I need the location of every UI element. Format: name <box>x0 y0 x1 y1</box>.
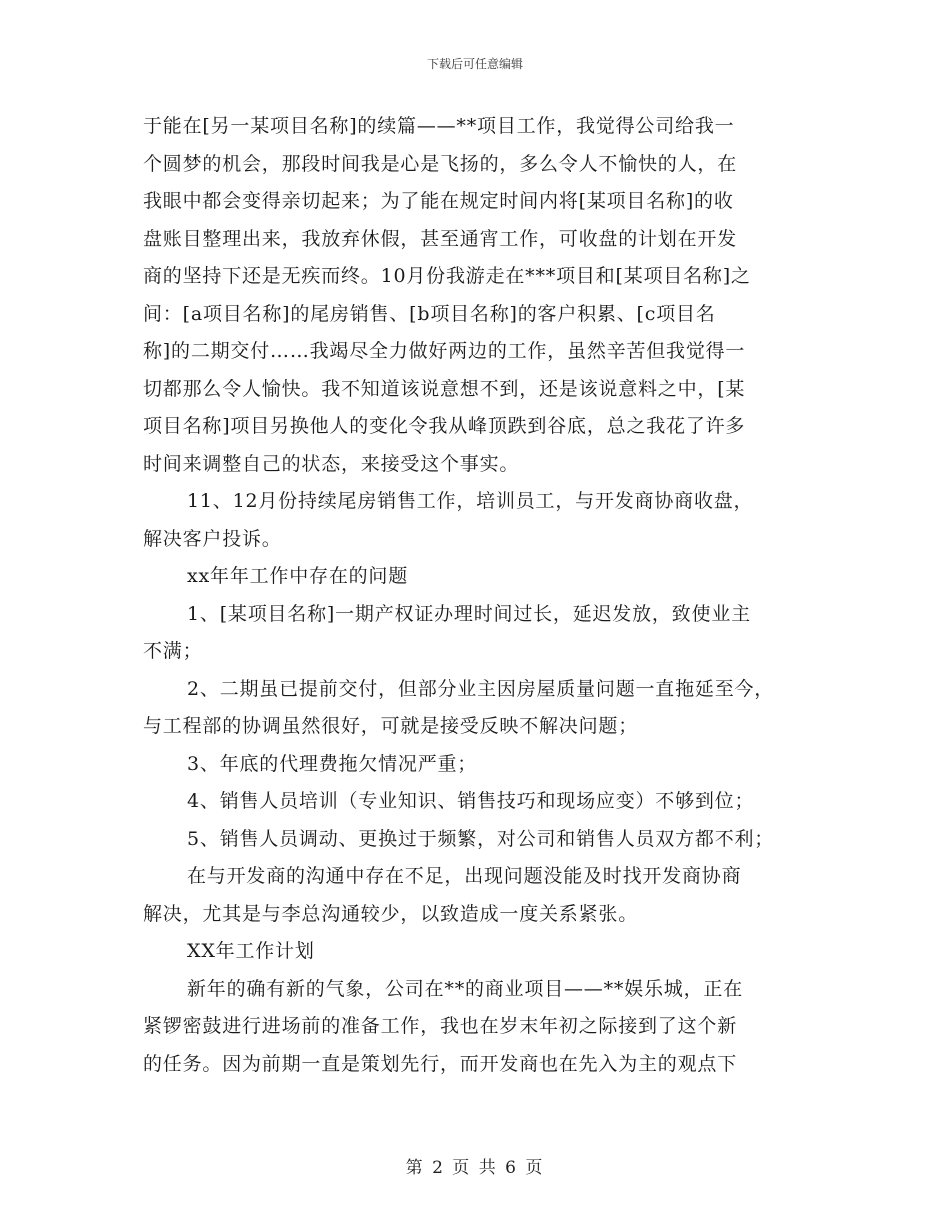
text-line: 新年的确有新的气象，公司在**的商业项目——**娱乐城，正在 <box>187 977 744 1000</box>
text-line: 商的坚持下还是无疾而终。10月份我游走在***项目和[某项目名称]之 <box>143 265 751 287</box>
text-line: 间：[a项目名称]的尾房销售、[b项目名称]的客户积累、[c项目名 <box>143 302 716 325</box>
text-line: 称]的二期交付……我竭尽全力做好两边的工作，虽然辛苦但我觉得一 <box>143 340 746 362</box>
text-line: 在与开发商的沟通中存在不足，出现问题没能及时找开发商协商 <box>187 865 742 887</box>
text-line: 5、销售人员调动、更换过于频繁，对公司和销售人员双方都不利； <box>187 827 775 850</box>
text-line: 于能在[另一某项目名称]的续篇——**项目工作，我觉得公司给我一 <box>143 115 735 137</box>
document-body <box>143 108 823 1083</box>
text-line: 时间来调整自己的状态，来接受这个事实。 <box>143 452 520 475</box>
text-line: 盘账目整理出来，我放弃休假，甚至通宵工作，可收盘的计划在开发 <box>143 227 738 250</box>
text-line: 3、年底的代理费拖欠情况严重； <box>187 752 478 775</box>
text-line: 项目名称]项目另换他人的变化令我从峰顶跌到谷底，总之我花了许多 <box>143 415 746 437</box>
text-line: 紧锣密鼓进行进场前的准备工作，我也在岁末年初之际接到了这个新 <box>143 1015 738 1037</box>
text-line: 与工程部的协调虽然很好，可就是接受反映不解决问题； <box>143 715 639 737</box>
text-line: 切都那么令人愉快。我不知道该说意想不到，还是该说意料之中，[某 <box>143 377 746 400</box>
text-line: 解决，尤其是与李总沟通较少，以致造成一度关系紧张。 <box>143 902 639 925</box>
text-line: 我眼中都会变得亲切起来；为了能在规定时间内将[某项目名称]的收 <box>143 190 734 212</box>
page-header: 下载后可任意编辑 <box>426 57 523 71</box>
text-line: 的任务。因为前期一直是策划先行，而开发商也在先入为主的观点下 <box>143 1052 738 1075</box>
text-line: 解决客户投诉。 <box>143 527 282 550</box>
text-line: 4、销售人员培训（专业知识、销售技巧和现场应变）不够到位； <box>187 790 755 812</box>
text-line: 1、[某项目名称]一期产权证办理时间过长，延迟发放，致使业主 <box>187 602 751 625</box>
text-line: 个圆梦的机会，那段时间我是心是飞扬的，多么令人不愉快的人，在 <box>143 152 738 175</box>
text-line: 2、二期虽已提前交付，但部分业主因房屋质量问题一直拖延至今， <box>187 677 775 700</box>
text-line: 不满； <box>143 640 203 662</box>
text-line: 11、12月份持续尾房销售工作，培训员工，与开发商协商收盘， <box>187 490 754 512</box>
text-line: xx年年工作中存在的问题 <box>187 565 409 587</box>
text-line: XX年工作计划 <box>187 940 315 962</box>
page-footer: 第 2 页 共 6 页 <box>405 1158 545 1178</box>
